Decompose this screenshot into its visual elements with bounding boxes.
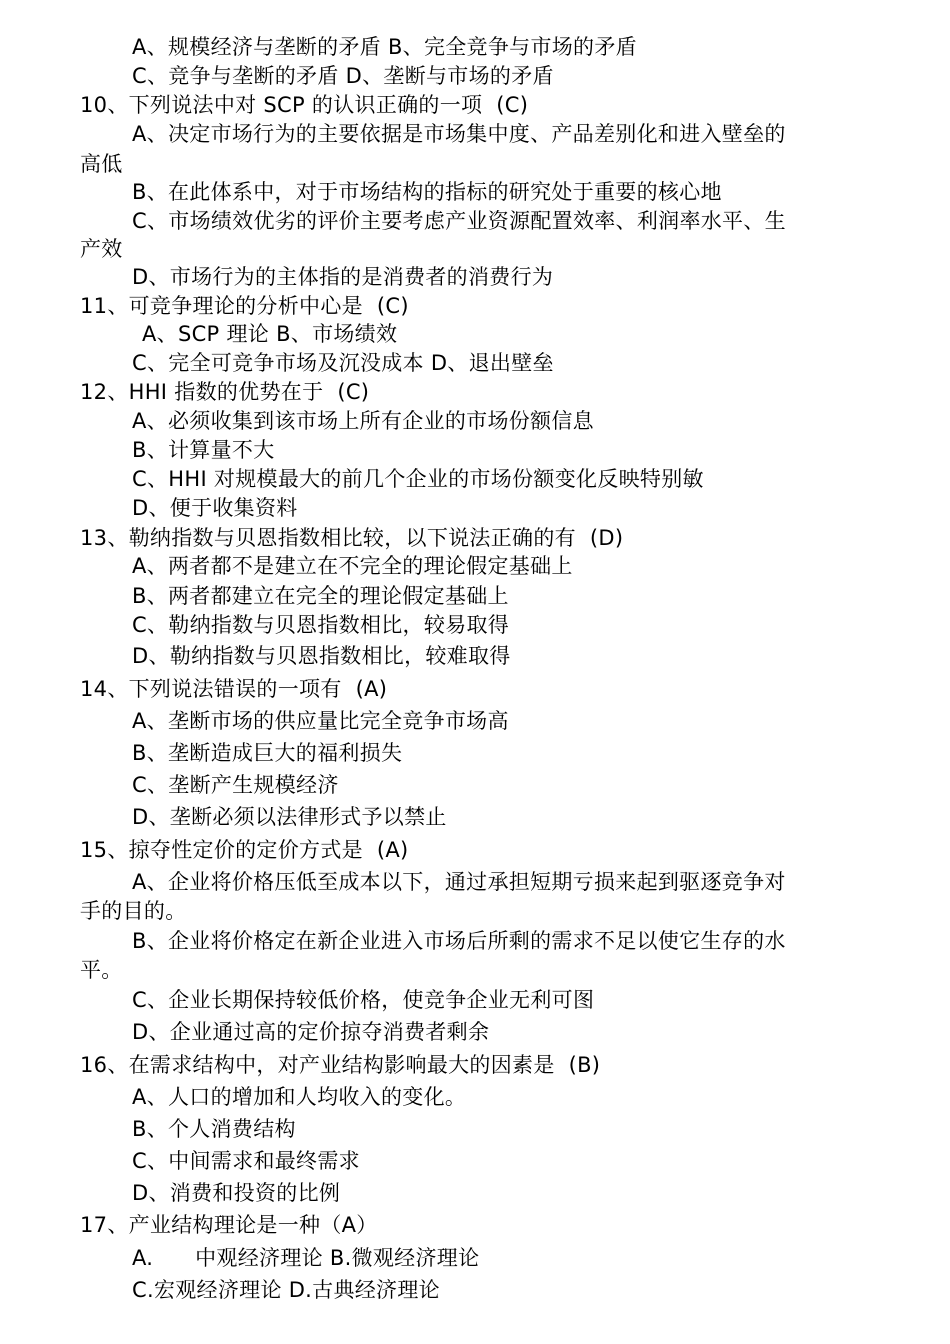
option-line: D、垄断必须以法律形式予以禁止 (132, 805, 447, 829)
question-heading: 12、HHI 指数的优势在于 (C) (80, 380, 370, 404)
option-line: B、计算量不大 (132, 438, 275, 462)
option-line: D、便于收集资料 (132, 496, 298, 520)
option-line: D、企业通过高的定价掠夺消费者剩余 (132, 1020, 490, 1044)
option-line: A. 中观经济理论 B.微观经济理论 (132, 1246, 480, 1270)
option-line: A、SCP 理论 B、市场绩效 (142, 322, 398, 346)
option-line: C、中间需求和最终需求 (132, 1149, 360, 1173)
option-line: D、勒纳指数与贝恩指数相比，较难取得 (132, 644, 511, 668)
option-line: C、勒纳指数与贝恩指数相比，较易取得 (132, 613, 510, 637)
option-line-continuation: 平。 (80, 958, 123, 982)
option-line: A、两者都不是建立在不完全的理论假定基础上 (132, 554, 573, 578)
option-line: A、企业将价格压低至成本以下，通过承担短期亏损来起到驱逐竞争对 (132, 870, 786, 894)
question-heading: 13、勒纳指数与贝恩指数相比较，以下说法正确的有 (D) (80, 526, 624, 550)
option-line: D、消费和投资的比例 (132, 1181, 341, 1205)
option-line: C、完全可竞争市场及沉没成本 D、退出壁垒 (132, 351, 554, 375)
option-line: A、必须收集到该市场上所有企业的市场份额信息 (132, 409, 594, 433)
option-line: C.宏观经济理论 D.古典经济理论 (132, 1278, 440, 1302)
question-heading: 10、下列说法中对 SCP 的认识正确的一项 (C) (80, 93, 529, 117)
option-line: D、市场行为的主体指的是消费者的消费行为 (132, 265, 554, 289)
option-line: B、两者都建立在完全的理论假定基础上 (132, 584, 509, 608)
option-line: C、垄断产生规模经济 (132, 773, 339, 797)
option-line-continuation: 高低 (80, 152, 123, 176)
question-heading: 11、可竞争理论的分析中心是 (C) (80, 294, 409, 318)
text-line: A、规模经济与垄断的矛盾 B、完全竞争与市场的矛盾 (132, 35, 637, 59)
option-line: A、人口的增加和人均收入的变化。 (132, 1085, 467, 1109)
option-line: B、企业将价格定在新企业进入市场后所剩的需求不足以使它生存的水 (132, 929, 786, 953)
option-line: B、在此体系中，对于市场结构的指标的研究处于重要的核心地 (132, 180, 722, 204)
option-line: B、垄断造成巨大的福利损失 (132, 741, 403, 765)
option-line: A、垄断市场的供应量比完全竞争市场高 (132, 709, 509, 733)
option-line: C、企业长期保持较低价格，使竞争企业无利可图 (132, 988, 595, 1012)
question-heading: 14、下列说法错误的一项有 (A) (80, 677, 388, 701)
question-heading: 17、产业结构理论是一种（A） (80, 1213, 378, 1237)
option-line: C、HHI 对规模最大的前几个企业的市场份额变化反映特别敏 (132, 467, 704, 491)
option-line: C、市场绩效优劣的评价主要考虑产业资源配置效率、利润率水平、生 (132, 209, 786, 233)
text-line: C、竞争与垄断的矛盾 D、垄断与市场的矛盾 (132, 64, 554, 88)
question-heading: 16、在需求结构中，对产业结构影响最大的因素是 (B) (80, 1053, 601, 1077)
option-line: B、个人消费结构 (132, 1117, 296, 1141)
question-heading: 15、掠夺性定价的定价方式是 (A) (80, 838, 409, 862)
option-line-continuation: 产效 (80, 237, 123, 261)
option-line-continuation: 手的目的。 (80, 899, 187, 923)
option-line: A、决定市场行为的主要依据是市场集中度、产品差别化和进入壁垒的 (132, 122, 786, 146)
